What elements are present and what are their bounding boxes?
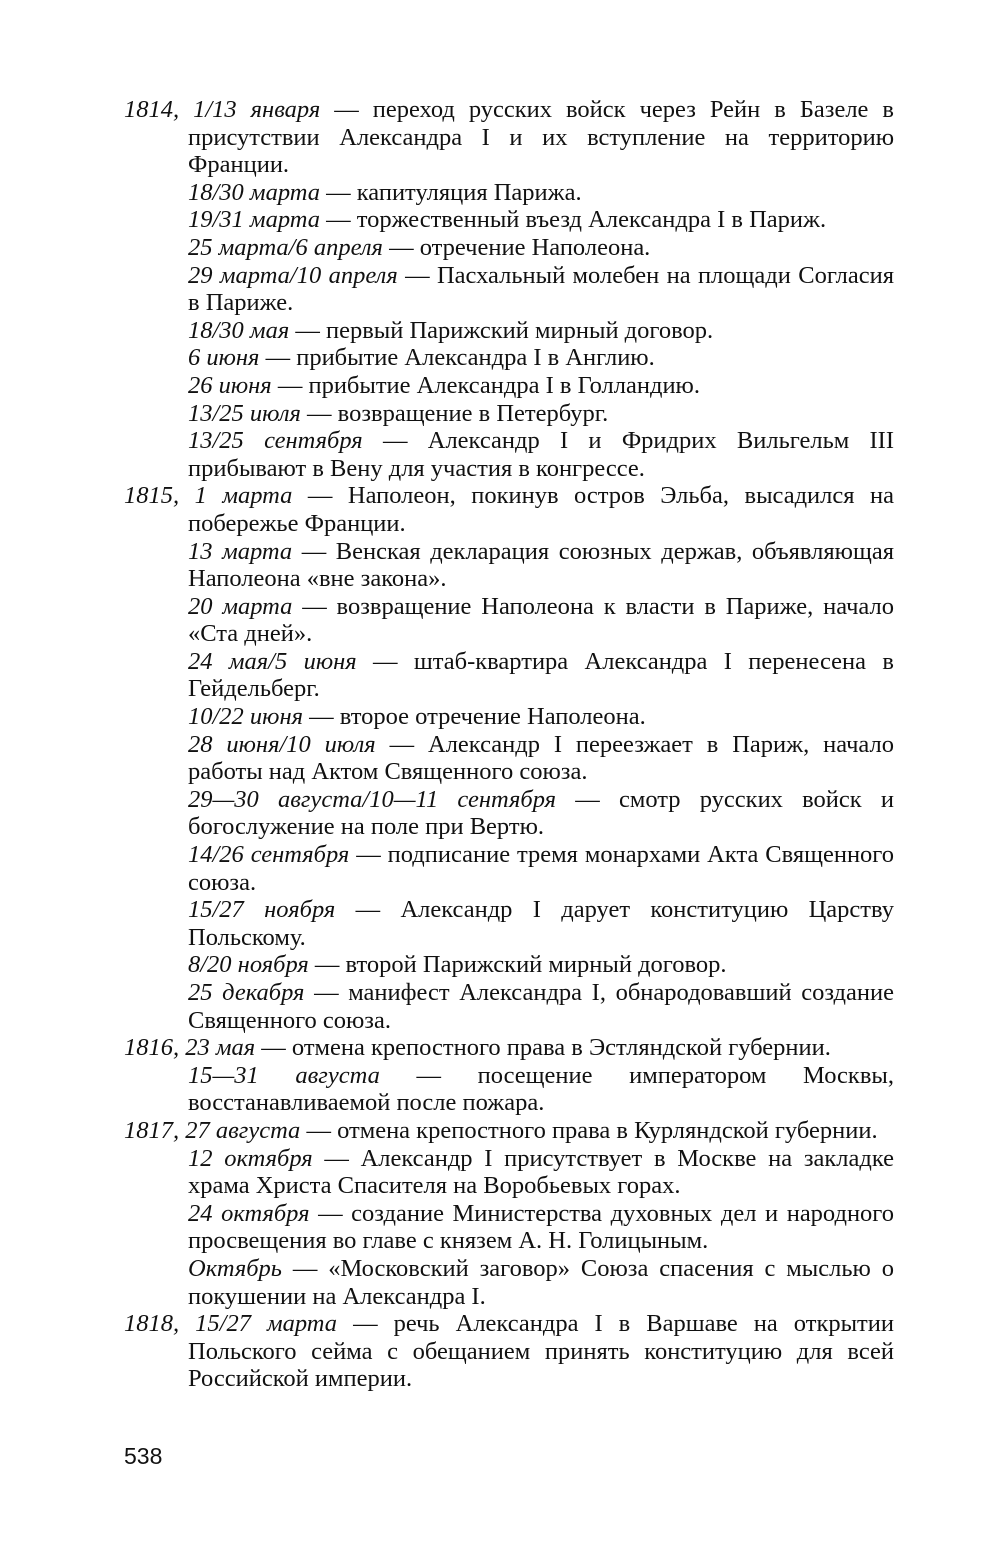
entry-date: 1816, 23 мая — [124, 1034, 256, 1062]
entry-text: — создание Министерства духовных дел и народного просвещения во главе с князем А. Н. Голицыным. — [188, 1199, 894, 1255]
chronology-text — [124, 96, 894, 1393]
entry-text: — манифест Александра I, обнародовавший создание Священного союза. — [188, 979, 894, 1034]
entry-text: — посещение императором Москвы, восстанавливаемой после пожара. — [188, 1061, 894, 1117]
entry-date: 29—30 августа/10—11 сентября — [188, 785, 557, 813]
entry-text: — отмена крепостного права в Эстляндской губернии. — [255, 1034, 831, 1062]
entry-date: 25 марта/6 апреля — [188, 233, 383, 261]
entry-date: 25 декабря — [188, 979, 305, 1006]
entry-date: 10/22 июня — [188, 703, 303, 731]
chronology-entry — [124, 648, 894, 703]
chronology-entry — [124, 1310, 894, 1393]
entry-text: — прибытие Александра I в Англию. — [259, 344, 655, 372]
entry-date: 24 мая/5 июня — [188, 647, 357, 675]
entry-text: — второе отречение Наполеона. — [303, 703, 646, 731]
chronology-entry — [124, 896, 894, 951]
entry-date: 18/30 марта — [188, 178, 320, 206]
chronology-entry — [124, 179, 894, 207]
chronology-entry — [124, 372, 894, 400]
entry-text: — отмена крепостного права в Курляндской губернии. — [300, 1116, 878, 1144]
entry-text: — Александр I и Фридрих Вильгельм III прибывают в Вену для участия в конгрессе. — [188, 427, 894, 482]
chronology-entry — [124, 731, 894, 786]
chronology-entry — [124, 400, 894, 428]
entry-text: — Венская декларация союзных держав, объявляющая Наполеона «вне закона». — [188, 537, 894, 593]
entry-date: 12 октября — [188, 1144, 313, 1172]
chronology-entry — [124, 951, 894, 979]
entry-date: Октябрь — [188, 1254, 282, 1282]
entry-text: — переход русских войск через Рейн в Базеле в присутствии Александра I и их вступление на территорию Франции. — [188, 96, 894, 179]
entry-date: 28 июня/10 июля — [188, 730, 376, 758]
entry-date: 18/30 мая — [188, 316, 290, 344]
chronology-entry — [124, 1034, 894, 1062]
chronology-entry — [124, 1145, 894, 1200]
chronology-entry — [124, 1255, 894, 1310]
entry-date: 1814, 1/13 января — [124, 96, 321, 123]
entry-date: 13/25 сентября — [188, 427, 363, 455]
page-number: 538 — [124, 1443, 163, 1469]
chronology-entry — [124, 786, 894, 841]
entry-text: — Пасхальный молебен на площади Согласия в Париже. — [188, 261, 894, 317]
entry-text: — отречение Наполеона. — [382, 233, 651, 261]
entry-text: — капитуляция Парижа. — [320, 178, 582, 206]
entry-date: 15/27 ноября — [188, 896, 336, 924]
entry-date: 13 марта — [188, 537, 293, 565]
entry-date: 24 октября — [188, 1199, 310, 1227]
entry-date: 29 марта/10 апреля — [188, 261, 398, 289]
entry-date: 15—31 августа — [188, 1061, 380, 1089]
entry-text: — первый Парижский мирный договор. — [289, 316, 714, 344]
chronology-entry — [124, 1117, 894, 1145]
chronology-entry — [124, 538, 894, 593]
entry-text: — Александр I присутствует в Москве на закладке храма Христа Спасителя на Воробьевых горах. — [188, 1144, 895, 1200]
chronology-entry — [124, 979, 894, 1034]
entry-text: — смотр русских войск и богослужение на поле при Вертю. — [188, 785, 895, 841]
entry-date: 19/31 марта — [188, 206, 320, 234]
chronology-entry — [124, 1200, 894, 1255]
chronology-entry — [124, 703, 894, 731]
entry-text: — речь Александра I в Варшаве на открытии Польского сейма с обещанием принять конституцию для всей Российской империи. — [188, 1310, 894, 1393]
entry-text: — Наполеон, покинув остров Эльба, высадился на побережье Франции. — [188, 482, 894, 537]
entry-text: — подписание тремя монархами Акта Священного союза. — [188, 841, 894, 896]
entry-text: — торжественный въезд Александра I в Париж. — [320, 206, 827, 234]
chronology-entry — [124, 593, 894, 648]
chronology-entry — [124, 841, 894, 896]
entry-text: — прибытие Александра I в Голландию. — [271, 371, 700, 399]
chronology-entry — [124, 482, 894, 537]
chronology-entry — [124, 262, 894, 317]
entry-date: 14/26 сентября — [188, 841, 350, 869]
chronology-entry — [124, 234, 894, 262]
entry-date: 1815, 1 марта — [124, 482, 293, 510]
chronology-entry — [124, 317, 894, 345]
chronology-entry — [124, 427, 894, 482]
entry-date: 1818, 15/27 марта — [124, 1310, 338, 1338]
chronology-entry — [124, 206, 894, 234]
entry-text: — штаб-квартира Александра I перенесена в Гейдельберг. — [188, 647, 894, 703]
chronology-entry — [124, 96, 894, 179]
entry-date: 26 июня — [188, 371, 272, 399]
chronology-entry — [124, 344, 894, 372]
entry-text: — второй Парижский мирный договор. — [308, 951, 727, 979]
entry-text: — «Московский заговор» Союза спасения с мыслью о покушении на Александра I. — [188, 1254, 894, 1310]
entry-date: 6 июня — [188, 344, 260, 372]
entry-date: 20 марта — [188, 592, 293, 620]
entry-text: — Александр I переезжает в Париж, начало работы над Актом Священного союза. — [188, 730, 894, 786]
chronology-entry — [124, 1062, 894, 1117]
entry-date: 8/20 ноября — [188, 951, 309, 979]
entry-date: 1817, 27 августа — [124, 1116, 301, 1144]
entry-text: — Александр I дарует конституцию Царству Польскому. — [188, 896, 894, 951]
entry-date: 13/25 июля — [188, 399, 301, 427]
entry-text: — возвращение в Петербург. — [300, 399, 609, 427]
entry-text: — возвращение Наполеона к власти в Париже, начало «Ста дней». — [188, 592, 894, 648]
